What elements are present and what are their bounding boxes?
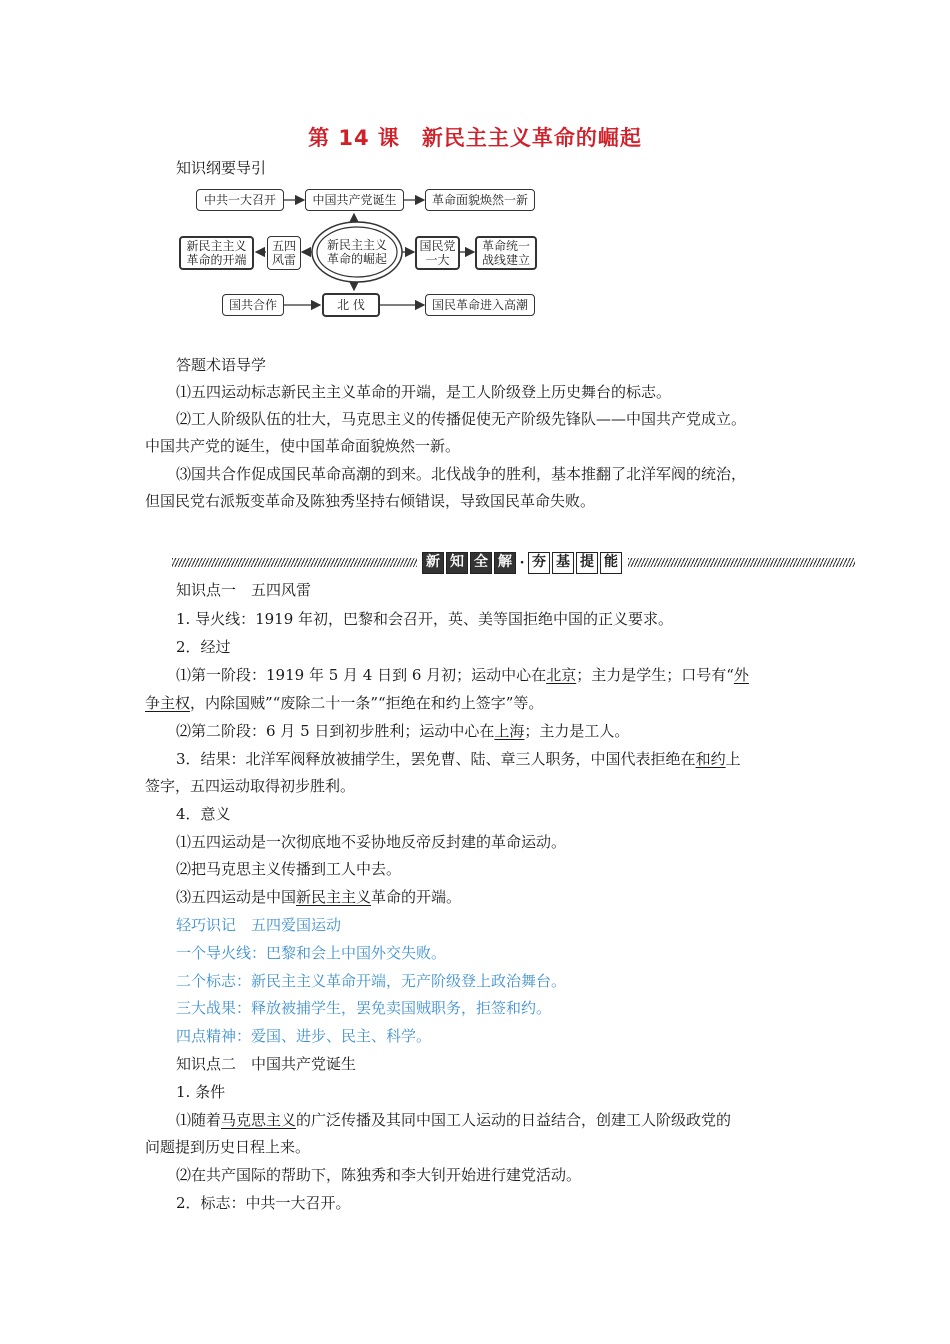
banner-dot: · (519, 555, 525, 571)
diagram-connectors (0, 0, 950, 330)
term-2-line2: 中国共产党的诞生，使中国革命面貌焕然一新。 (145, 437, 461, 455)
k1-significance-1: ⑴五四运动是一次彻底地不妥协地反帝反封建的革命运动。 (176, 833, 567, 851)
banner-char: 全 (470, 552, 492, 574)
k1-result-line1: 3．结果：北洋军阀释放被捕学生，罢免曹、陆、章三人职务，中国代表拒绝在和约上 (176, 750, 741, 768)
term-3-line1: ⑶国共合作促成国民革命高潮的到来。北伐战争的胜利，基本推翻了北洋军阀的统治， (176, 465, 747, 483)
term-1: ⑴五四运动标志新民主主义革命的开端，是工人阶级登上历史舞台的标志。 (176, 383, 672, 401)
memory-tip-3: 三大战果：释放被捕学生，罢免卖国贼职务，拒签和约。 (176, 999, 552, 1017)
k1-stage1-line2: 争主权，内除国贼”“废除二十一条”“拒绝在和约上签字”等。 (145, 694, 544, 712)
node-national-revolution-climax: 国民革命进入高潮 (425, 294, 535, 316)
term-2-line1: ⑵工人阶级队伍的壮大，马克思主义的传播促使无产阶级先锋队——中国共产党成立。 (176, 410, 747, 428)
banner-hatch-right (628, 558, 855, 567)
outline-heading: 知识纲要导引 (176, 159, 267, 177)
k2-condition-2: ⑵在共产国际的帮助下，陈独秀和李大钊开始进行建党活动。 (176, 1166, 582, 1184)
k2-conditions: 1. 条件 (176, 1083, 226, 1101)
k2-condition-1-line1: ⑴随着马克思主义的广泛传播及其同中国工人运动的日益结合，创建工人阶级政党的 (176, 1111, 732, 1129)
memory-tip-2: 二个标志：新民主主义革命开端，无产阶级登上政治舞台。 (176, 972, 567, 990)
k1-process: 2．经过 (176, 638, 231, 656)
node-united-front: 革命统一 战线建立 (475, 236, 537, 270)
banner-char: 基 (552, 552, 574, 574)
k1-result-line2: 签字，五四运动取得初步胜利。 (145, 777, 356, 795)
banner-char: 新 (422, 552, 444, 574)
k1-significance-3: ⑶五四运动是中国新民主主义革命的开端。 (176, 888, 462, 906)
banner-char: 能 (600, 552, 622, 574)
memory-tip-1: 一个导火线：巴黎和会上中国外交失败。 (176, 944, 447, 962)
k1-significance-2: ⑵把马克思主义传播到工人中去。 (176, 860, 402, 878)
k1-stage1-line1: ⑴第一阶段：1919 年 5 月 4 日到 6 月初；运动中心在北京；主力是学生；口号有“外 (176, 666, 749, 684)
banner-hatch-left (172, 558, 417, 567)
k1-heading: 知识点一 五四风雷 (176, 581, 312, 599)
k1-fuse: 1. 导火线：1919 年初，巴黎和会召开，英、美等国拒绝中国的正义要求。 (176, 610, 674, 628)
memory-tip-4: 四点精神：爱国、进步、民主、科学。 (176, 1027, 432, 1045)
banner-char: 夯 (528, 552, 550, 574)
k2-condition-1-line2: 问题提到历史日程上来。 (145, 1138, 311, 1156)
banner-char: 解 (494, 552, 516, 574)
k1-stage2: ⑵第二阶段：6 月 5 日到初步胜利；运动中心在上海；主力是工人。 (176, 722, 630, 740)
node-may-fourth: 五四 风雷 (267, 236, 301, 270)
node-new-democratic-start: 新民主主义 革命的开端 (179, 236, 254, 270)
node-cpc-founded: 中国共产党诞生 (305, 189, 404, 211)
node-center: 新民主主义 革命的崛起 (326, 238, 387, 266)
terms-heading: 答题术语导学 (176, 356, 267, 374)
node-kmt-first-congress: 国民党 一大 (415, 236, 460, 270)
node-cpc-first-congress: 中共一大召开 (196, 189, 284, 211)
node-revolution-new-look: 革命面貌焕然一新 (425, 189, 535, 211)
banner-char: 知 (446, 552, 468, 574)
node-kmt-cpc-cooperation: 国共合作 (222, 294, 284, 316)
term-3-line2: 但国民党右派叛变革命及陈独秀坚持右倾错误，导致国民革命失败。 (145, 492, 596, 510)
memory-tip-heading: 轻巧识记 五四爱国运动 (176, 916, 342, 934)
page-title: 第 14 课 新民主主义革命的崛起 (308, 126, 642, 150)
banner-char: 提 (576, 552, 598, 574)
section-banner (172, 552, 855, 574)
k1-significance: 4．意义 (176, 805, 231, 823)
k2-heading: 知识点二 中国共产党诞生 (176, 1055, 357, 1073)
k2-mark: 2．标志：中共一大召开。 (176, 1194, 351, 1212)
node-northern-expedition: 北 伐 (322, 293, 380, 317)
